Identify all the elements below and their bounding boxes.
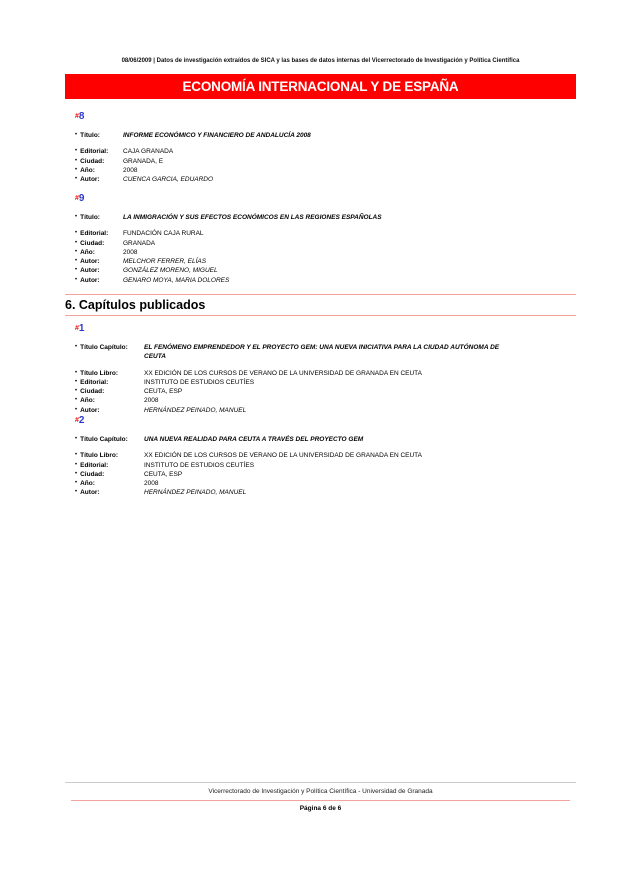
bullet-icon: •: [75, 148, 78, 155]
field-label: Título Capítulo:: [80, 344, 128, 351]
category-banner: [65, 74, 576, 99]
bullet-icon: •: [75, 276, 78, 283]
field-value: GRANADA: [123, 239, 156, 247]
field-value: HERNÁNDEZ PEINADO, MANUEL: [144, 406, 247, 414]
footer-page-number: Página 6 de 6: [299, 805, 342, 812]
field-value: INSTITUTO DE ESTUDIOS CEUTÍES: [144, 378, 255, 386]
bullet-icon: •: [75, 344, 78, 350]
footer-organization: Vicerrectorado de Investigación y Política Científica - Universidad de Granada: [208, 788, 433, 795]
hash-icon: #: [75, 195, 79, 202]
bullet-icon: •: [75, 489, 78, 496]
bullet-icon: •: [75, 248, 78, 255]
field-row-autor: [75, 266, 576, 275]
bullet-icon: •: [75, 436, 78, 442]
field-row-autor: [75, 257, 576, 266]
bullet-icon: •: [75, 452, 78, 459]
field-label: Editorial:: [80, 230, 109, 238]
entry-8: [75, 110, 576, 184]
section-heading: [65, 294, 576, 316]
field-label: Título Capítulo:: [80, 436, 128, 443]
section-heading-text: 6. Capítulos publicados: [65, 298, 206, 312]
bullet-icon: •: [75, 258, 78, 265]
field-value: CUENCA GARCIA, EDUARDO: [123, 176, 214, 184]
entry-number: [75, 192, 576, 205]
field-label: Ciudad:: [80, 388, 105, 396]
entry-number: [75, 322, 576, 335]
field-label: Año:: [80, 248, 95, 256]
header-note: 08/06/2009 | Datos de investigación extraídos de SICA y las bases de datos internas del Vicerrectorado de Investigación y Política Científica: [121, 58, 520, 64]
field-row-titulo-capitulo: [75, 435, 576, 444]
entry-number-value: 9: [78, 193, 85, 204]
chapter-entry-2: [75, 414, 576, 498]
bullet-icon: •: [75, 157, 78, 164]
field-row-titulo-libro: [75, 369, 576, 378]
bullet-icon: •: [75, 480, 78, 487]
field-row-ano: [75, 396, 576, 405]
chapter-entry-1: [75, 322, 576, 415]
field-label: Título Libro:: [80, 369, 119, 377]
hash-icon: #: [75, 417, 79, 424]
hash-icon: #: [75, 113, 79, 120]
entry-number-value: 1: [78, 323, 85, 334]
field-row-ciudad: [75, 239, 576, 248]
field-row-titulo-libro: [75, 451, 576, 460]
hash-icon: #: [75, 325, 79, 332]
field-row-autor: [75, 276, 576, 285]
field-value: 2008: [144, 397, 159, 405]
field-row-ano: [75, 166, 576, 175]
field-label: Título:: [80, 214, 100, 221]
footer-divider-pink: [71, 800, 570, 801]
field-label: Ciudad:: [80, 239, 105, 247]
field-row-titulo-capitulo: [75, 343, 576, 362]
field-label: Editorial:: [80, 378, 109, 386]
bullet-icon: •: [75, 230, 78, 237]
field-label: Autor:: [80, 276, 100, 284]
bullet-icon: •: [75, 239, 78, 246]
field-label: Título Libro:: [80, 452, 119, 460]
bullet-icon: •: [75, 369, 78, 376]
field-row-autor: [75, 488, 576, 497]
entry-number: [75, 414, 576, 427]
field-value: INSTITUTO DE ESTUDIOS CEUTÍES: [144, 461, 255, 469]
bullet-icon: •: [75, 132, 78, 138]
bullet-icon: •: [75, 388, 78, 395]
field-label: Autor:: [80, 258, 100, 266]
field-row-editorial: [75, 378, 576, 387]
field-row-ciudad: [75, 387, 576, 396]
field-value: HERNÁNDEZ PEINADO, MANUEL: [144, 489, 247, 497]
field-value: UNA NUEVA REALIDAD PARA CEUTA A TRAVÉS DEL PROYECTO GEM: [144, 436, 364, 443]
entry-number-value: 8: [78, 111, 85, 122]
bullet-icon: •: [75, 470, 78, 477]
category-banner-title: ECONOMÍA INTERNACIONAL Y DE ESPAÑA: [182, 79, 459, 94]
footer-divider-gray: [65, 782, 576, 783]
field-value: CAJA GRANADA: [123, 148, 174, 156]
field-value: FUNDACIÓN CAJA RURAL: [123, 230, 204, 238]
field-row-ciudad: [75, 157, 576, 166]
field-label: Editorial:: [80, 148, 109, 156]
field-label: Autor:: [80, 267, 100, 275]
field-label: Año:: [80, 397, 95, 405]
field-label: Autor:: [80, 176, 100, 184]
page-footer: [65, 782, 576, 813]
bullet-icon: •: [75, 267, 78, 274]
field-row-ano: [75, 248, 576, 257]
field-value: 2008: [123, 248, 138, 256]
field-value: GONZÁLEZ MORENO, MIGUEL: [123, 267, 218, 275]
entry-number: [75, 110, 576, 123]
bullet-icon: •: [75, 397, 78, 404]
field-row-editorial: [75, 229, 576, 238]
field-label: Año:: [80, 480, 95, 488]
field-label: Año:: [80, 166, 95, 174]
field-value: XX EDICIÓN DE LOS CURSOS DE VERANO DE LA UNIVERSIDAD DE GRANADA EN CEUTA: [144, 369, 422, 377]
bullet-icon: •: [75, 176, 78, 183]
bullet-icon: •: [75, 378, 78, 385]
bullet-icon: •: [75, 166, 78, 173]
bullet-icon: •: [75, 214, 78, 220]
field-value: INFORME ECONÓMICO Y FINANCIERO DE ANDALUCÍA 2008: [123, 132, 311, 139]
field-label: Editorial:: [80, 461, 109, 469]
field-value: CEUTA, ESP: [144, 388, 183, 396]
field-row-ano: [75, 479, 576, 488]
field-label: Ciudad:: [80, 470, 105, 478]
field-value: 2008: [123, 166, 138, 174]
field-value: 2008: [144, 480, 159, 488]
field-row-editorial: [75, 461, 576, 470]
field-value: XX EDICIÓN DE LOS CURSOS DE VERANO DE LA UNIVERSIDAD DE GRANADA EN CEUTA: [144, 452, 422, 460]
field-value: CEUTA, ESP: [144, 470, 183, 478]
field-row-autor: [75, 175, 576, 184]
field-row-titulo: [75, 131, 576, 140]
field-value: MELCHOR FERRER, ELÍAS: [123, 258, 207, 266]
field-row-ciudad: [75, 470, 576, 479]
entry-number-value: 2: [78, 415, 85, 426]
bullet-icon: •: [75, 461, 78, 468]
field-label: Autor:: [80, 406, 100, 414]
field-value: EL FENÓMENO EMPRENDEDOR Y EL PROYECTO GEM: UNA NUEVA INICIATIVA PARA LA CIUDAD AUTÓNOMA DE CEUTA: [144, 344, 500, 361]
entry-9: [75, 192, 576, 285]
field-label: Ciudad:: [80, 157, 105, 165]
field-row-titulo: [75, 213, 576, 222]
field-row-editorial: [75, 147, 576, 156]
field-label: Título:: [80, 132, 100, 139]
field-label: Autor:: [80, 489, 100, 497]
field-value: GENARO MOYA, MARIA DOLORES: [123, 276, 230, 284]
field-value: GRANADA, E: [123, 157, 164, 165]
bullet-icon: •: [75, 406, 78, 413]
field-value: LA INMIGRACIÓN Y SUS EFECTOS ECONÓMICOS EN LAS REGIONES ESPAÑOLAS: [123, 214, 382, 221]
